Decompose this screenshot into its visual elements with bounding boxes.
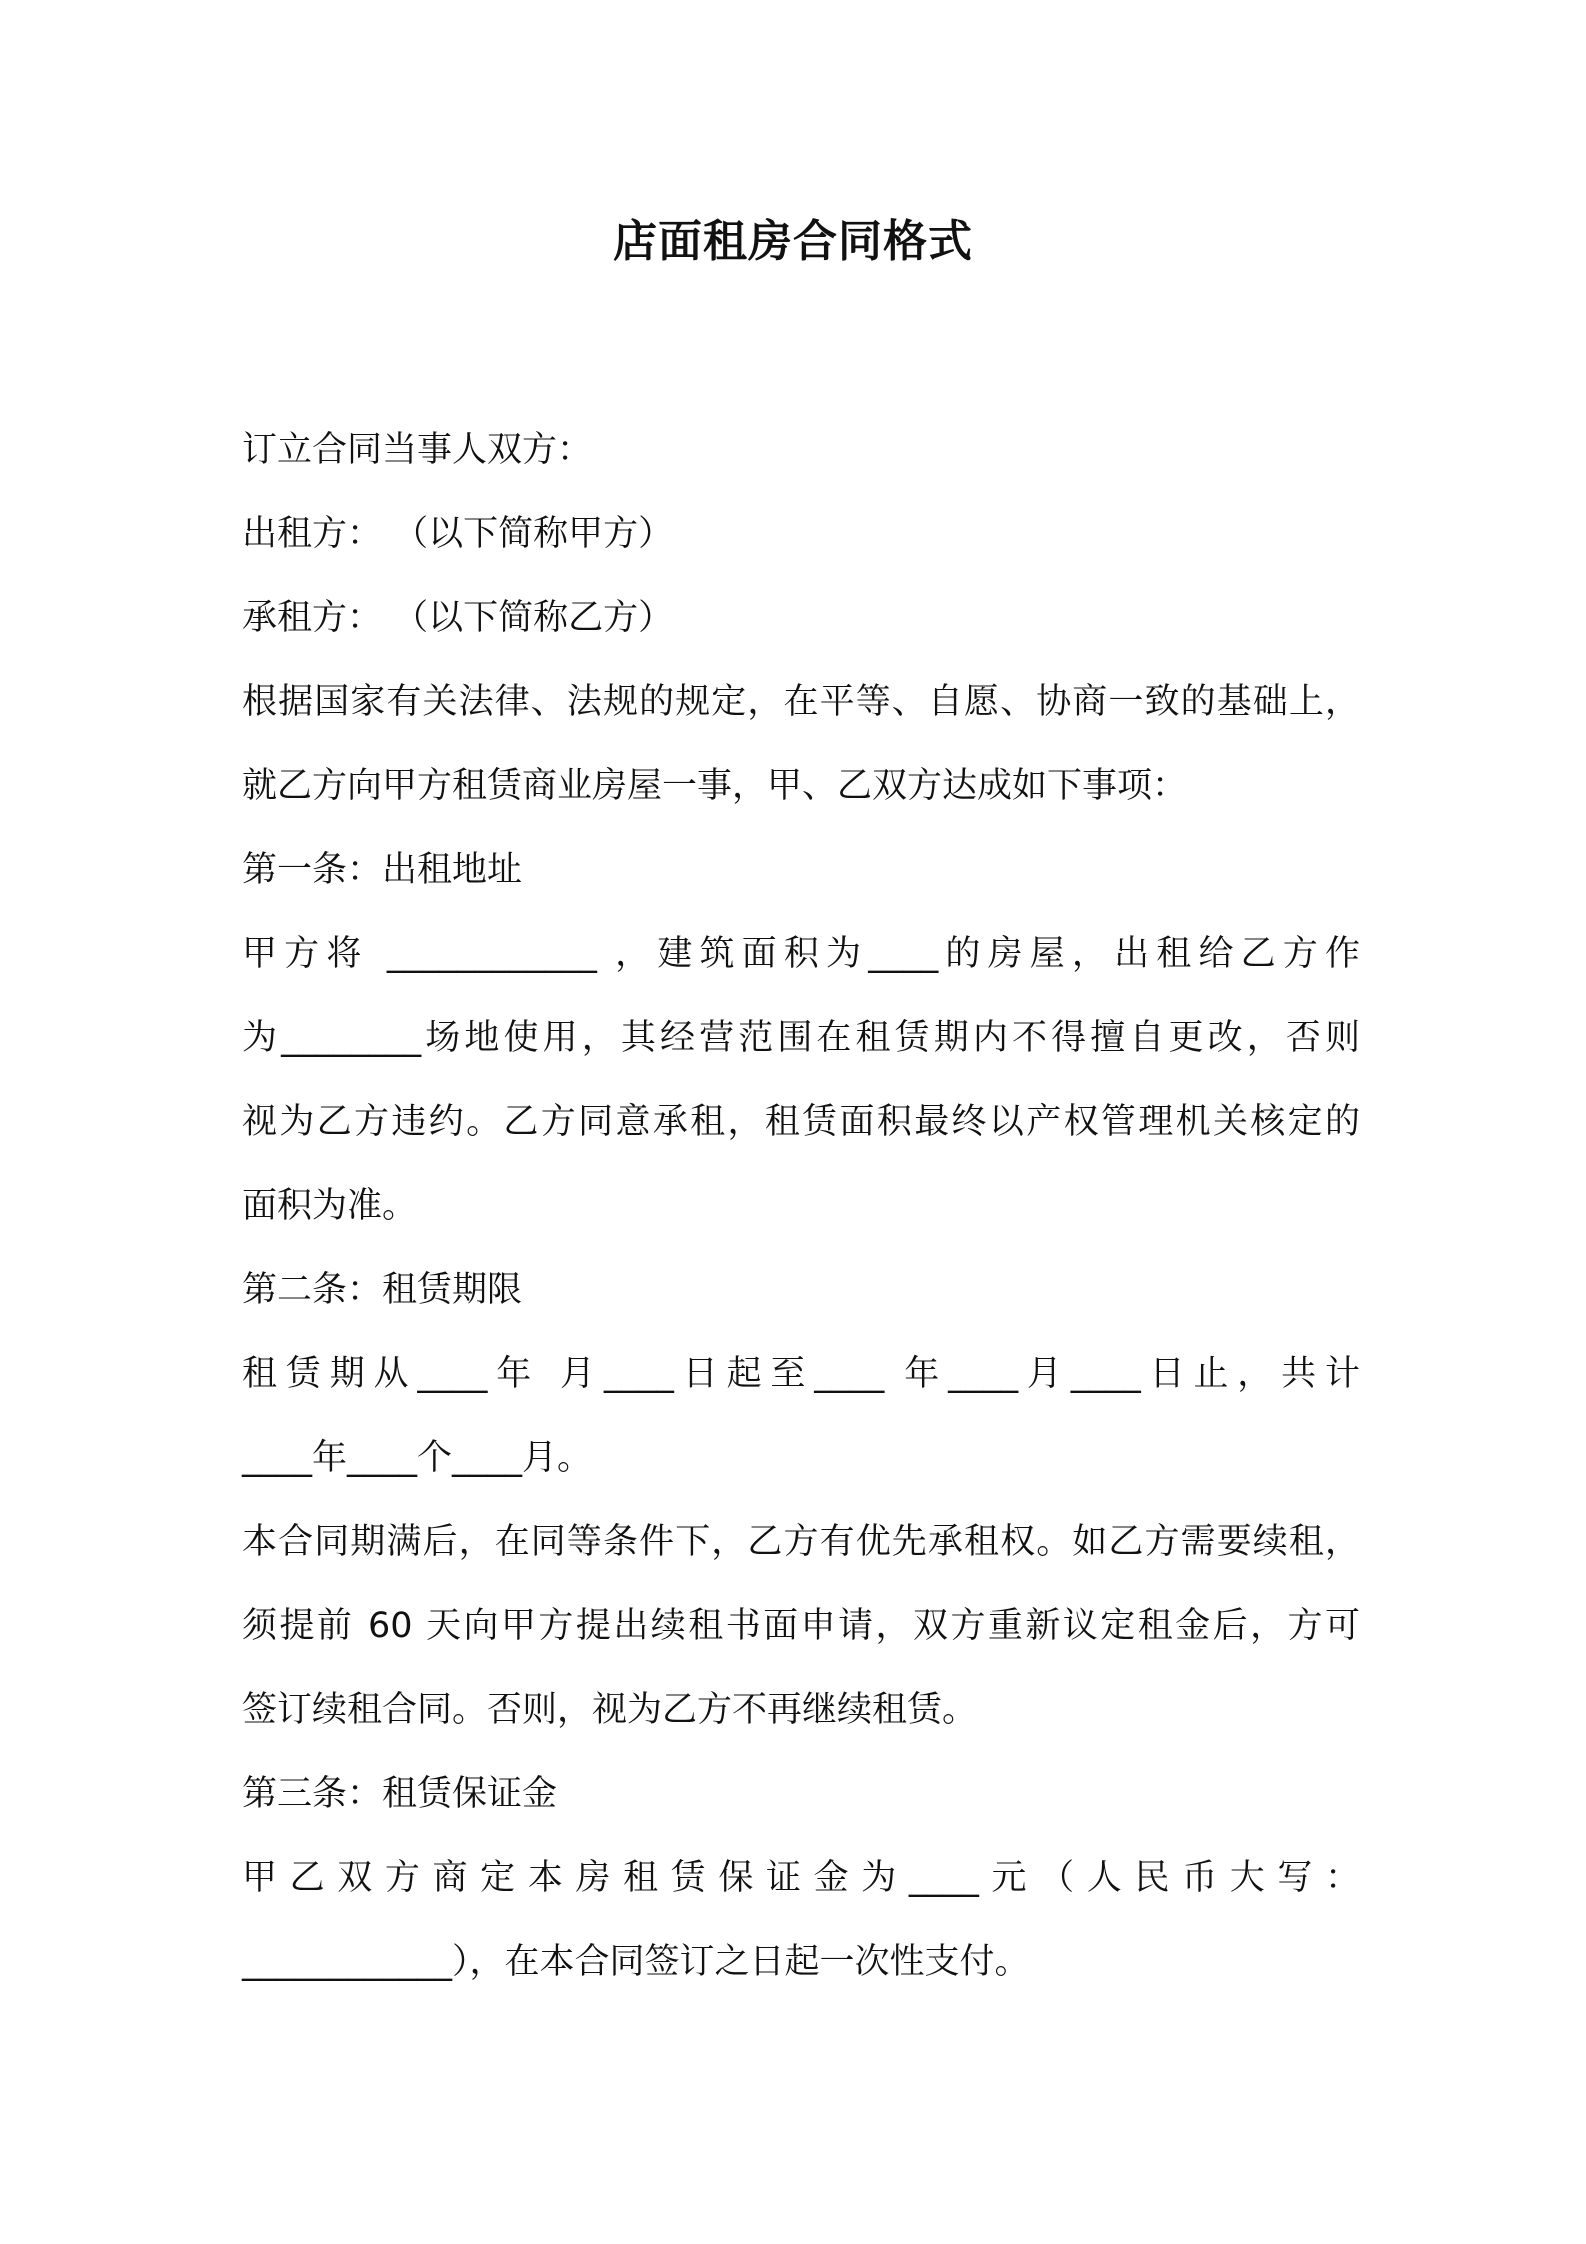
article-2-line-5: 签订续租合同。否则，视为乙方不再继续租赁。 [242, 1690, 978, 1730]
article-2-heading: 第二条：租赁期限 [242, 1270, 523, 1310]
article-2-line-2: ____年____个____月。 [242, 1438, 593, 1478]
preamble-line-2: 就乙方向甲方租赁商业房屋一事，甲、乙双方达成如下事项： [242, 766, 1188, 806]
article-3-heading: 第三条：租赁保证金 [242, 1774, 558, 1814]
lessor-line: 出租方： （以下简称甲方） [242, 514, 674, 554]
contract-body [242, 408, 1360, 2004]
article-3-line-1: 甲乙双方商定本房租赁保证金为____元（人民币大写： [242, 1858, 1360, 1898]
article-1-line-2: 为________场地使用，其经营范围在租赁期内不得擅自更改，否则 [242, 1018, 1360, 1058]
preamble-line-1: 根据国家有关法律、法规的规定，在平等、自愿、协商一致的基础上， [242, 682, 1360, 722]
article-1-heading: 第一条：出租地址 [242, 850, 523, 890]
lessee-line: 承租方： （以下简称乙方） [242, 598, 674, 638]
article-1-line-3: 视为乙方违约。乙方同意承租，租赁面积最终以产权管理机关核定的 [242, 1102, 1360, 1142]
document-title: 店面租房合同格式 [613, 216, 973, 267]
article-1-line-4: 面积为准。 [242, 1186, 418, 1226]
article-2-line-3: 本合同期满后，在同等条件下，乙方有优先承租权。如乙方需要续租， [242, 1522, 1360, 1562]
parties-heading: 订立合同当事人双方： [242, 430, 593, 470]
article-1-line-1: 甲方将 ____________ ，建筑面积为____的房屋，出租给乙方作 [242, 934, 1360, 974]
article-2-line-4: 须提前 60 天向甲方提出续租书面申请，双方重新议定租金后，方可 [242, 1606, 1360, 1646]
article-3-line-2: ____________），在本合同签订之日起一次性支付。 [242, 1942, 1030, 1982]
article-2-line-1: 租赁期从____年 月____日起至____ 年____月____日止，共计 [242, 1354, 1360, 1394]
